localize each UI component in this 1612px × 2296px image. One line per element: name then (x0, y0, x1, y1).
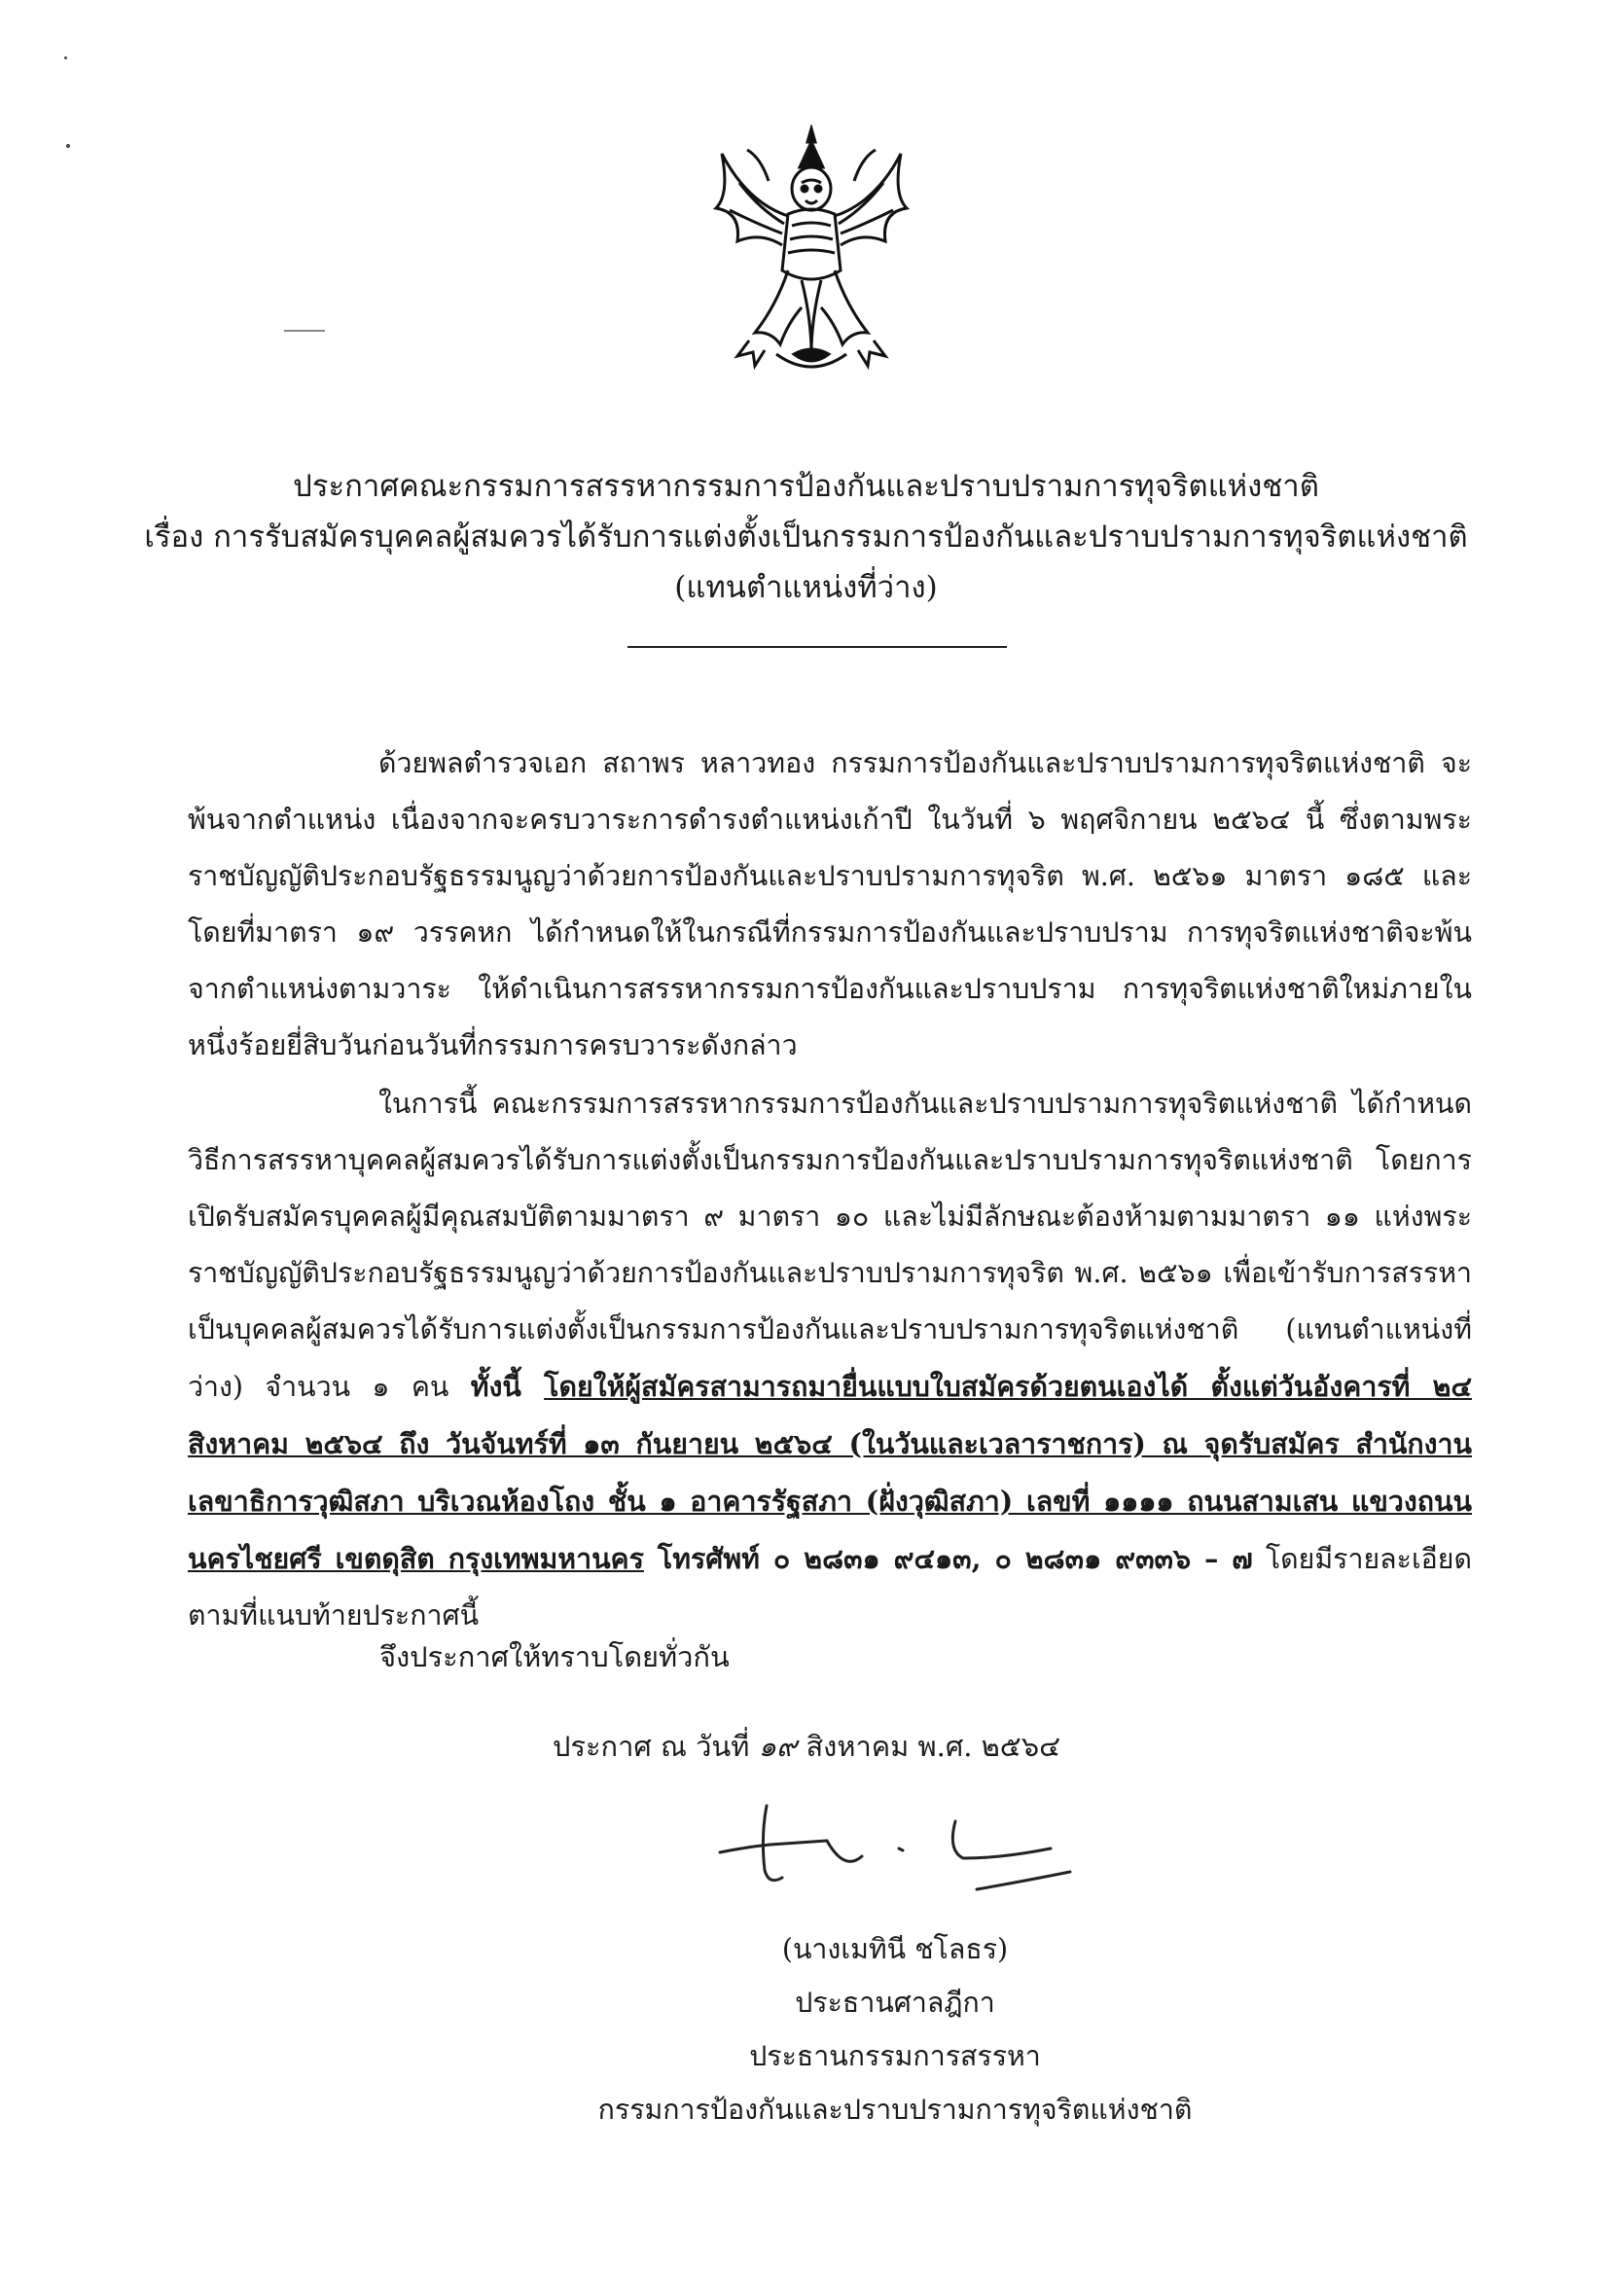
announcement-title (97, 461, 1515, 613)
signer-title-3: กรรมการป้องกันและปราบปรามการทุจริตแห่งชาติ (597, 2094, 1193, 2126)
closing-line: จึงประกาศให้ทราบโดยทั่วกัน (379, 1640, 730, 1673)
date-suffix: สิงหาคม พ.ศ. ๒๕๖๔ (797, 1730, 1061, 1763)
title-line-1: ประกาศคณะกรรมการสรรหากรรมการป้องกันและปราบปรามการทุจริตแห่งชาติ (293, 469, 1319, 504)
paragraph-2-underlined: โดยให้ผู้สมัครสามารถมายื่นแบบใบสมัครด้วยตนเองได้ ตั้งแต่วันอังคารที่ ๒๔ สิงหาคม ๒๕๖๔ ถึง วันจันทร์ที่ ๑๓ กันยายน ๒๕๖๔ (ในวันและเวลาราชการ) ณ จุดรับสมัคร สำนักงานเลขาธิการวุฒิสภา บริเวณห้องโถง ชั้น ๑ อาคารรัฐสภา (ฝั่งวุฒิสภา) เลขที่ ๑๑๑๑ ถนนสามเสน แขวงถนนนครไชยศรี เขตดุสิต กรุงเทพมหานคร (188, 1370, 1473, 1575)
signature (681, 1788, 1090, 1905)
signer-title-1: ประธานศาลฎีกา (795, 1987, 995, 2019)
announcement-date (553, 1724, 1060, 1769)
date-prefix: ประกาศ ณ วันที่ (553, 1730, 759, 1763)
date-day: ๑๙ (758, 1730, 798, 1763)
scan-mark (284, 330, 325, 332)
title-divider (627, 646, 1007, 648)
body-paragraph-2 (188, 1076, 1472, 1644)
paragraph-1-text: ด้วยพลตำรวจเอก สถาพร หลาวทอง กรรมการป้องกันและปราบปรามการทุจริตแห่งชาติ จะพ้นจากตำแหน่ง เนื่องจากจะครบวาระการดำรงตำแหน่งเก้าปี ในวันที่ ๖ พฤศจิกายน ๒๕๖๔ นี้ ซึ่งตามพระราชบัญญัติประกอบรัฐธรรมนูญว่าด้วยการป้องกันและปราบปรามการทุจริต พ.ศ. ๒๕๖๑ มาตรา ๑๘๕ และโดยที่มาตรา ๑๙ วรรคหก ได้กำหนดให้ในกรณีที่กรรมการป้องกันและปราบปราม การทุจริตแห่งชาติจะพ้นจากตำแหน่งตามวาระ ให้ดำเนินการสรรหากรรมการป้องกันและปราบปราม การทุจริตแห่งชาติใหม่ภายในหนึ่งร้อยยี่สิบวันก่อนวันที่กรรมการครบวาระดังกล่าว (188, 747, 1472, 1061)
paragraph-2-phone: โทรศัพท์ ๐ ๒๘๓๑ ๙๔๑๓, ๐ ๒๘๓๑ ๙๓๓๖ – ๗ (643, 1542, 1253, 1575)
scan-speck (64, 56, 67, 59)
paragraph-2-bold-lead: ทั้งนี้ (470, 1370, 545, 1403)
paragraph-2-text (188, 1076, 1472, 1644)
garuda-emblem (679, 125, 944, 389)
body-paragraph-1 (188, 735, 1472, 1074)
paragraph-2-lead: ในการนี้ คณะกรรมการสรรหากรรมการป้องกันและปราบปรามการทุจริตแห่งชาติ ได้กำหนดวิธีการสรรหาบุคคลผู้สมควรได้รับการแต่งตั้งเป็นกรรมการป้องกันและปราบปรามการทุจริตแห่งชาติ โดยการเปิดรับสมัครบุคคลผู้มีคุณสมบัติตามมาตรา ๙ มาตรา ๑๐ และไม่มีลักษณะต้องห้ามตามมาตรา ๑๑ แห่งพระราชบัญญัติประกอบรัฐธรรมนูญว่าด้วยการป้องกันและปราบปรามการทุจริต พ.ศ. ๒๕๖๑ เพื่อเข้ารับการสรรหาเป็นบุคคลผู้สมควรได้รับการแต่งตั้งเป็นกรรมการป้องกันและปราบปรามการทุจริตแห่งชาติ (แทนตำแหน่งที่ว่าง) จำนวน ๑ คน (188, 1088, 1472, 1403)
title-line-2: เรื่อง การรับสมัครบุคคลผู้สมควรได้รับการแต่งตั้งเป็นกรรมการป้องกันและปราบปรามการทุจริตแห่งชาติ (144, 520, 1468, 555)
signer-name: (นางเมทินี ชโลธร) (781, 1933, 1009, 1965)
signer-title-2: ประธานกรรมการสรรหา (749, 2040, 1041, 2072)
signer-block (545, 1922, 1245, 2136)
title-line-3: (แทนตำแหน่งที่ว่าง) (674, 570, 938, 605)
paragraph-2-tail: โดยมีรายละเอียดตามที่แนบท้ายประกาศนี้ (188, 1543, 1473, 1632)
scan-speck (66, 144, 70, 148)
